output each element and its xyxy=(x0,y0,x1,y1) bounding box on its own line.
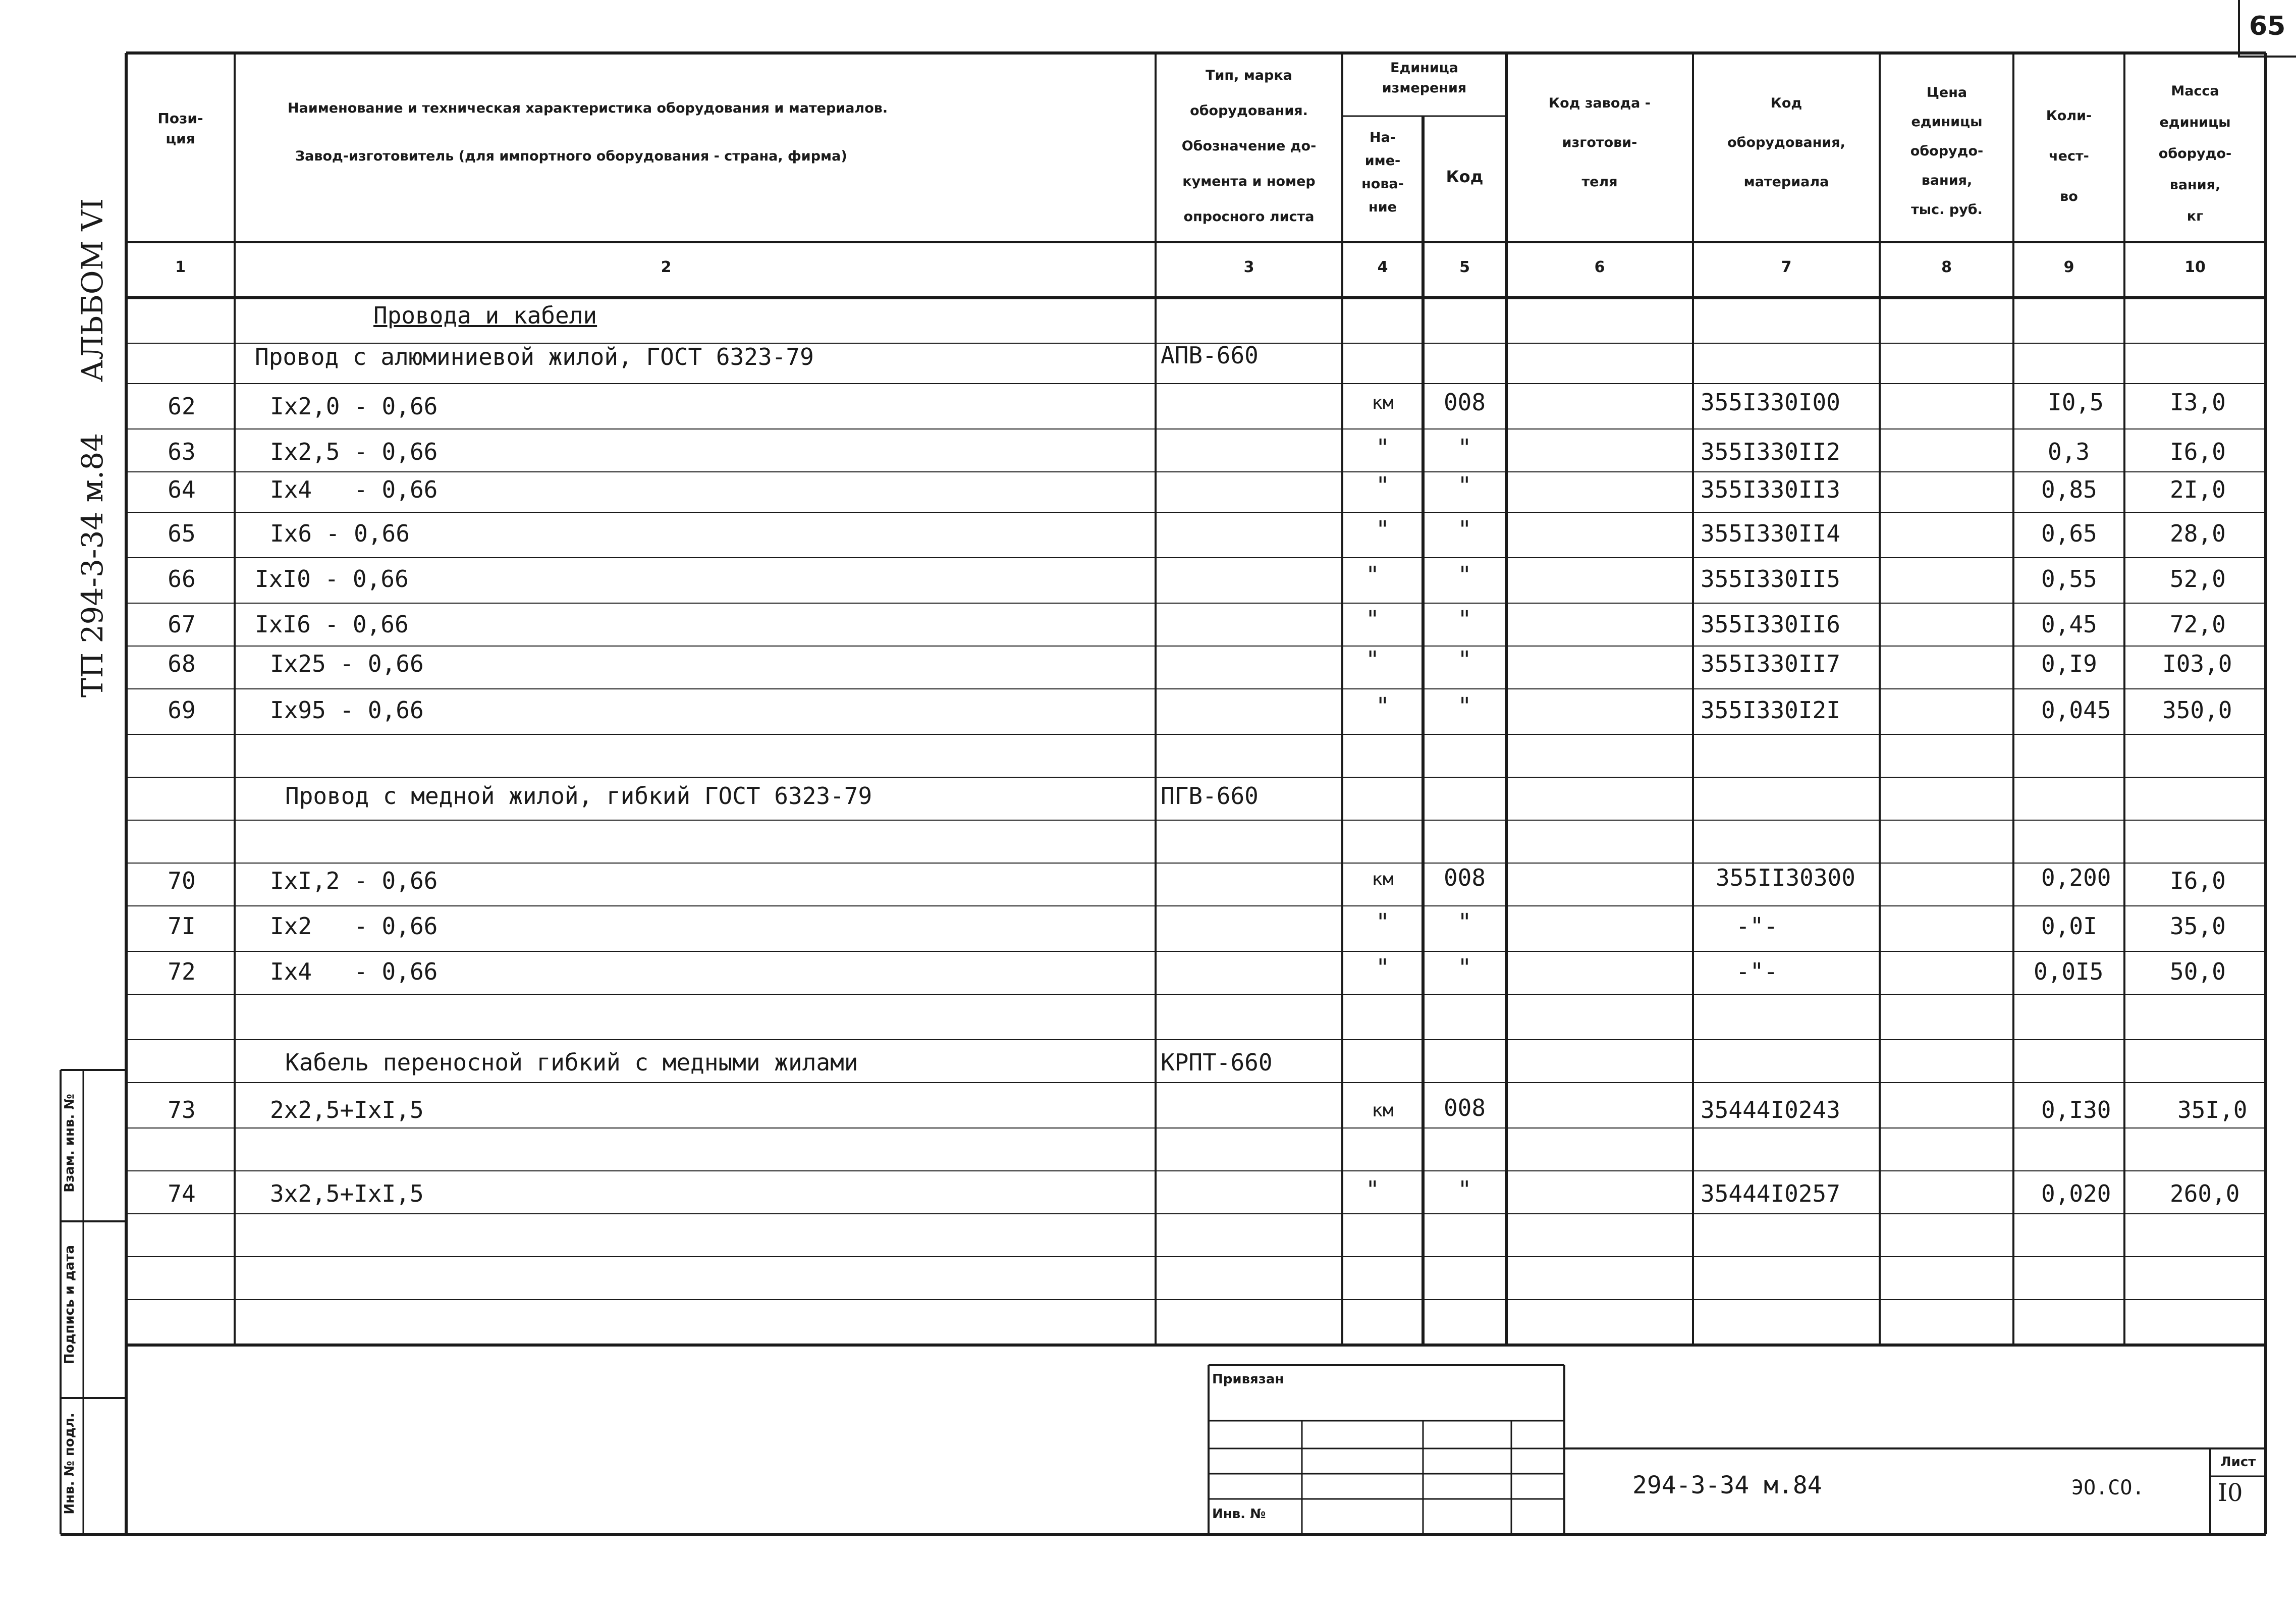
row-66-quantity: 0,55 xyxy=(2041,565,2097,593)
colnum-3: 3 xyxy=(1243,258,1254,276)
row-62-unit: км xyxy=(1372,393,1394,413)
row-74-name: 3х2,5+IхI,5 xyxy=(270,1180,424,1207)
row-63-material-code: 355I330II2 xyxy=(1701,438,1840,465)
header-col-price xyxy=(1881,78,2012,225)
row-71-mass: 35,0 xyxy=(2170,912,2226,940)
row-63-unit: " xyxy=(1376,434,1390,461)
row-69-mass: 350,0 xyxy=(2162,696,2232,724)
document-code: 294-3-34 м.84 xyxy=(1632,1471,1822,1499)
colnum-7: 7 xyxy=(1781,258,1792,276)
project-code: ТП 294-3-34 м.84 xyxy=(75,433,110,698)
row-70-material-code: 355II30300 xyxy=(1716,864,1855,891)
row-73-material-code: 35444I0243 xyxy=(1701,1096,1840,1123)
stamp-label-original-inv: Инв. № подл. xyxy=(62,1413,77,1515)
page-number: 65 xyxy=(2249,11,2286,41)
row-65-unit: " xyxy=(1376,516,1390,543)
stamp-inv-label: Инв. № xyxy=(1212,1507,1266,1522)
header-col-unit-name-l4: ние xyxy=(1369,199,1397,215)
row-62-name: Iх2,0 - 0,66 xyxy=(270,393,438,420)
row-70-unit: км xyxy=(1372,869,1394,890)
row-67-code: " xyxy=(1457,606,1472,633)
row-74-unit: " xyxy=(1365,1176,1380,1203)
section-aluminium-type: АПВ-660 xyxy=(1161,342,1259,369)
header-col-type-l1: Тип, марка xyxy=(1206,68,1292,83)
row-65-material-code: 355I330II4 xyxy=(1701,520,1840,547)
header-unit-group: Единица измерения xyxy=(1382,60,1467,96)
row-64-position: 64 xyxy=(168,476,196,503)
row-73-quantity: 0,I30 xyxy=(2041,1096,2111,1123)
header-col-price-l3: оборудо- xyxy=(1910,143,1984,159)
header-col-position: Пози-ция xyxy=(157,110,203,147)
row-67-mass: 72,0 xyxy=(2170,611,2226,638)
row-65-mass: 28,0 xyxy=(2170,520,2226,547)
sheet-label: Лист xyxy=(2220,1455,2256,1470)
row-66-name: IхI0 - 0,66 xyxy=(255,565,409,593)
header-col-material-code-l2: оборудования, xyxy=(1727,135,1845,150)
row-74-code: " xyxy=(1457,1176,1472,1203)
row-64-code: " xyxy=(1457,472,1472,499)
row-72-code: " xyxy=(1457,954,1472,981)
header-col-plant-code-l2: изготови- xyxy=(1562,135,1637,150)
row-71-name: Iх2 - 0,66 xyxy=(270,912,438,940)
row-68-material-code: 355I330II7 xyxy=(1701,650,1840,677)
header-col-unit-name xyxy=(1343,126,1422,219)
header-col-mass-l5: кг xyxy=(2186,208,2204,224)
row-66-position: 66 xyxy=(168,565,196,593)
row-62-mass: I3,0 xyxy=(2170,389,2226,416)
row-63-name: Iх2,5 - 0,66 xyxy=(270,438,438,465)
header-col-type-l4: кумента и номер xyxy=(1182,174,1316,189)
row-73-code: 008 xyxy=(1443,1094,1486,1121)
header-col-price-l2: единицы xyxy=(1911,114,1983,130)
row-65-quantity: 0,65 xyxy=(2041,520,2097,547)
row-69-code: " xyxy=(1457,692,1472,720)
colnum-1: 1 xyxy=(175,258,186,276)
row-72-material-code: -"- xyxy=(1736,958,1778,985)
header-col-unit-code: Код xyxy=(1446,167,1484,186)
section-cable-name: Кабель переносной гибкий с медными жилами xyxy=(285,1049,858,1076)
header-col-name-line1: Наименование и техническая характеристика оборудования и материалов. xyxy=(288,100,888,116)
row-68-position: 68 xyxy=(168,650,196,677)
sheet-number: I0 xyxy=(2218,1479,2243,1507)
stamp-label-replaced-inv: Взам. инв. № xyxy=(62,1094,77,1193)
row-70-mass: I6,0 xyxy=(2170,867,2226,894)
row-62-code: 008 xyxy=(1443,389,1486,416)
row-74-position: 74 xyxy=(168,1180,196,1207)
row-70-position: 70 xyxy=(168,867,196,894)
row-68-name: Iх25 - 0,66 xyxy=(270,650,424,677)
stamp-label-signature-date: Подпись и дата xyxy=(62,1245,77,1365)
row-67-name: IхI6 - 0,66 xyxy=(255,611,409,638)
row-70-name: IхI,2 - 0,66 xyxy=(270,867,438,894)
colnum-4: 4 xyxy=(1377,258,1388,276)
header-col-type-l2: оборудования. xyxy=(1190,103,1308,119)
section-code: ЭО.СО. xyxy=(2071,1476,2145,1499)
row-70-code: 008 xyxy=(1443,864,1486,891)
colnum-10: 10 xyxy=(2184,258,2206,276)
header-col-unit-name-l3: нова- xyxy=(1361,176,1404,192)
header-col-type-l3: Обозначение до- xyxy=(1181,138,1317,154)
row-71-unit: " xyxy=(1376,908,1390,936)
row-64-unit: " xyxy=(1376,472,1390,499)
header-col-quantity xyxy=(2014,96,2123,217)
row-62-quantity: I0,5 xyxy=(2048,389,2104,416)
row-67-material-code: 355I330II6 xyxy=(1701,611,1840,638)
row-65-name: Iх6 - 0,66 xyxy=(270,520,410,547)
row-69-name: Iх95 - 0,66 xyxy=(270,696,424,724)
row-62-material-code: 355I330I00 xyxy=(1701,389,1840,416)
header-col-quantity-l1: Коли- xyxy=(2046,108,2092,124)
row-73-name: 2х2,5+IхI,5 xyxy=(270,1096,424,1123)
header-col-unit-name-l2: име- xyxy=(1364,153,1401,169)
header-col-mass-l1: Масса xyxy=(2171,83,2219,99)
header-col-plant-code-l1: Код завода - xyxy=(1549,95,1651,111)
row-67-quantity: 0,45 xyxy=(2041,611,2097,638)
row-69-unit: " xyxy=(1376,692,1390,720)
row-62-position: 62 xyxy=(168,393,196,420)
row-74-mass: 260,0 xyxy=(2170,1180,2240,1207)
section-cable-type: КРПТ-660 xyxy=(1161,1049,1273,1076)
header-col-unit-name-l1: На- xyxy=(1369,130,1396,145)
row-66-code: " xyxy=(1457,561,1472,588)
row-63-code: " xyxy=(1457,434,1472,461)
header-col-price-l4: вания, xyxy=(1921,173,1973,188)
row-71-code: " xyxy=(1457,908,1472,936)
row-68-unit: " xyxy=(1365,646,1380,673)
row-74-quantity: 0,020 xyxy=(2041,1180,2111,1207)
colnum-5: 5 xyxy=(1459,258,1470,276)
colnum-6: 6 xyxy=(1594,258,1605,276)
header-col-type-l5: опросного листа xyxy=(1183,209,1315,225)
header-col-price-l5: тыс. руб. xyxy=(1911,202,1983,218)
row-70-quantity: 0,200 xyxy=(2041,864,2111,891)
row-69-material-code: 355I330I2I xyxy=(1701,696,1840,724)
row-71-position: 7I xyxy=(168,912,196,940)
section-copper-type: ПГВ-660 xyxy=(1161,782,1259,810)
row-64-quantity: 0,85 xyxy=(2041,476,2097,503)
row-68-quantity: 0,I9 xyxy=(2041,650,2097,677)
section-copper-name: Провод с медной жилой, гибкий ГОСТ 6323-79 xyxy=(285,782,872,810)
colnum-2: 2 xyxy=(661,258,672,276)
row-72-quantity: 0,0I5 xyxy=(2034,958,2104,985)
row-72-position: 72 xyxy=(168,958,196,985)
row-72-name: Iх4 - 0,66 xyxy=(270,958,438,985)
row-64-mass: 2I,0 xyxy=(2170,476,2226,503)
row-73-unit: км xyxy=(1372,1100,1394,1121)
row-73-mass: 35I,0 xyxy=(2177,1096,2248,1123)
header-col-type xyxy=(1158,66,1340,227)
colnum-9: 9 xyxy=(2063,258,2074,276)
row-63-quantity: 0,3 xyxy=(2048,438,2090,465)
header-col-quantity-l2: чест- xyxy=(2049,148,2089,164)
stamp-tied-label: Привязан xyxy=(1212,1372,1284,1387)
row-69-quantity: 0,045 xyxy=(2041,696,2111,724)
row-66-unit: " xyxy=(1365,561,1380,588)
header-col-mass-l4: вания, xyxy=(2169,177,2221,193)
album-label: АЛЬБОМ VI xyxy=(75,198,110,383)
row-67-unit: " xyxy=(1365,606,1380,633)
row-67-position: 67 xyxy=(168,611,196,638)
row-64-name: Iх4 - 0,66 xyxy=(270,476,438,503)
header-col-material-code-l1: Код xyxy=(1770,95,1802,111)
row-66-material-code: 355I330II5 xyxy=(1701,565,1840,593)
row-63-position: 63 xyxy=(168,438,196,465)
row-71-quantity: 0,0I xyxy=(2041,912,2097,940)
row-65-position: 65 xyxy=(168,520,196,547)
row-74-material-code: 35444I0257 xyxy=(1701,1180,1840,1207)
colnum-8: 8 xyxy=(1941,258,1952,276)
section-title: Провода и кабели xyxy=(373,302,597,329)
row-72-unit: " xyxy=(1376,954,1390,981)
header-col-plant-code xyxy=(1509,93,1690,192)
row-64-material-code: 355I330II3 xyxy=(1701,476,1840,503)
row-72-mass: 50,0 xyxy=(2170,958,2226,985)
section-aluminium-name: Провод с алюминиевой жилой, ГОСТ 6323-79 xyxy=(255,343,814,370)
row-66-mass: 52,0 xyxy=(2170,565,2226,593)
row-68-code: " xyxy=(1457,646,1472,673)
header-col-plant-code-l3: теля xyxy=(1581,174,1618,190)
header-col-material-code-l3: материала xyxy=(1743,174,1829,190)
row-71-material-code: -"- xyxy=(1736,912,1778,940)
row-65-code: " xyxy=(1457,516,1472,543)
row-63-mass: I6,0 xyxy=(2170,438,2226,465)
header-col-material-code xyxy=(1696,93,1877,192)
header-col-mass-l2: единицы xyxy=(2159,115,2231,130)
header-col-price-l1: Цена xyxy=(1926,85,1967,100)
row-69-position: 69 xyxy=(168,696,196,724)
header-col-mass-l3: оборудо- xyxy=(2158,146,2232,162)
header-col-mass xyxy=(2125,76,2265,232)
header-col-name-line2: Завод-изготовитель (для импортного оборудования - страна, фирма) xyxy=(295,148,847,164)
row-73-position: 73 xyxy=(168,1096,196,1123)
row-68-mass: I03,0 xyxy=(2162,650,2232,677)
header-col-quantity-l3: во xyxy=(2060,189,2078,204)
